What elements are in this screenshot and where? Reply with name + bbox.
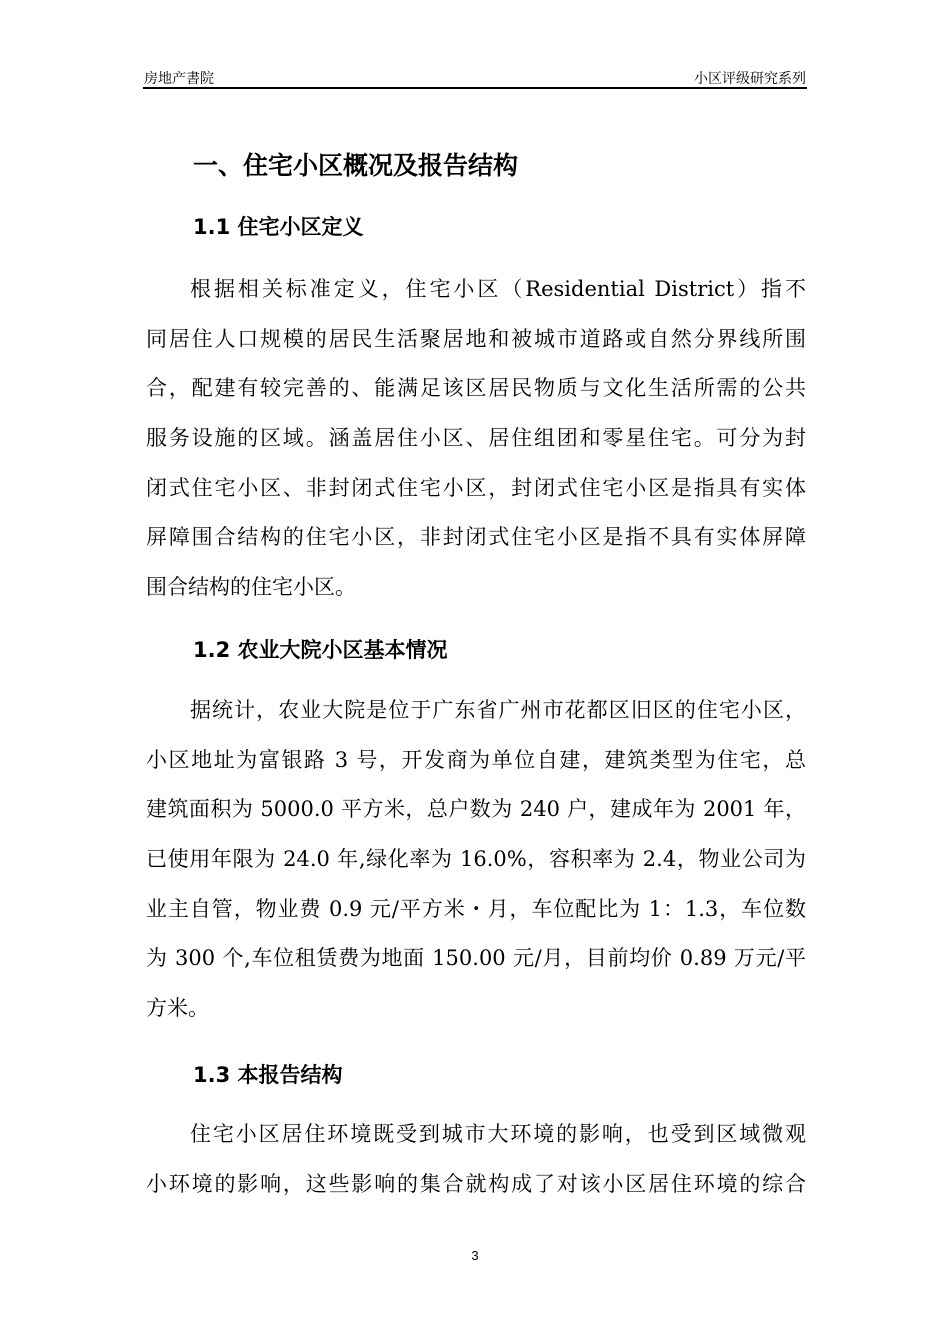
- section-1-2-paragraph: [146, 686, 806, 1034]
- section-heading-1-3: 1.3 本报告结构: [193, 1063, 343, 1087]
- section-heading-1-1: 1.1 住宅小区定义: [193, 215, 364, 239]
- text-line: 业主自管，物业费 0.9 元/平方米・月，车位配比为 1：1.3，车位数: [146, 896, 806, 921]
- section-1-1-paragraph: [146, 265, 806, 613]
- text-line: 小环境的影响，这些影响的集合就构成了对该小区居住环境的综合: [146, 1171, 806, 1196]
- text-line: 住宅小区居住环境既受到城市大环境的影响，也受到区域微观: [190, 1122, 806, 1146]
- header-left: 房地产書院: [144, 70, 214, 86]
- text-line: 建筑面积为 5000.0 平方米，总户数为 240 户，建成年为 2001 年，: [146, 797, 806, 822]
- header-rule: [143, 87, 807, 89]
- section-heading-1-2: 1.2 农业大院小区基本情况: [193, 638, 448, 662]
- text-line: 小区地址为富银路 3 号，开发商为单位自建，建筑类型为住宅，总: [146, 747, 806, 772]
- text-line: 已使用年限为 24.0 年,绿化率为 16.0%，容积率为 2.4，物业公司为: [146, 847, 806, 872]
- text-line: 闭式住宅小区、非封闭式住宅小区，封闭式住宅小区是指具有实体: [146, 475, 806, 500]
- text-line: 合，配建有较完善的、能满足该区居民物质与文化生活所需的公共: [146, 376, 806, 401]
- text-line: 为 300 个,车位租赁费为地面 150.00 元/月，目前均价 0.89 万元/平: [146, 946, 806, 971]
- text-line: 根据相关标准定义，住宅小区（Residential District）指不: [190, 277, 806, 301]
- text-line: 方米。: [146, 996, 209, 1021]
- section-1-3-paragraph: [146, 1110, 806, 1209]
- page-number: 3: [471, 1248, 479, 1263]
- text-line: 服务设施的区域。涵盖居住小区、居住组团和零星住宅。可分为封: [146, 426, 806, 451]
- text-line: 围合结构的住宅小区。: [146, 575, 356, 600]
- text-line: 据统计，农业大院是位于广东省广州市花都区旧区的住宅小区，: [190, 698, 806, 722]
- text-line: 同居住人口规模的居民生活聚居地和被城市道路或自然分界线所围: [146, 326, 806, 351]
- header-right: 小区评级研究系列: [694, 70, 806, 86]
- chapter-title: 一、住宅小区概况及报告结构: [193, 151, 519, 180]
- text-line: 屏障围合结构的住宅小区，非封闭式住宅小区是指不具有实体屏障: [146, 525, 806, 550]
